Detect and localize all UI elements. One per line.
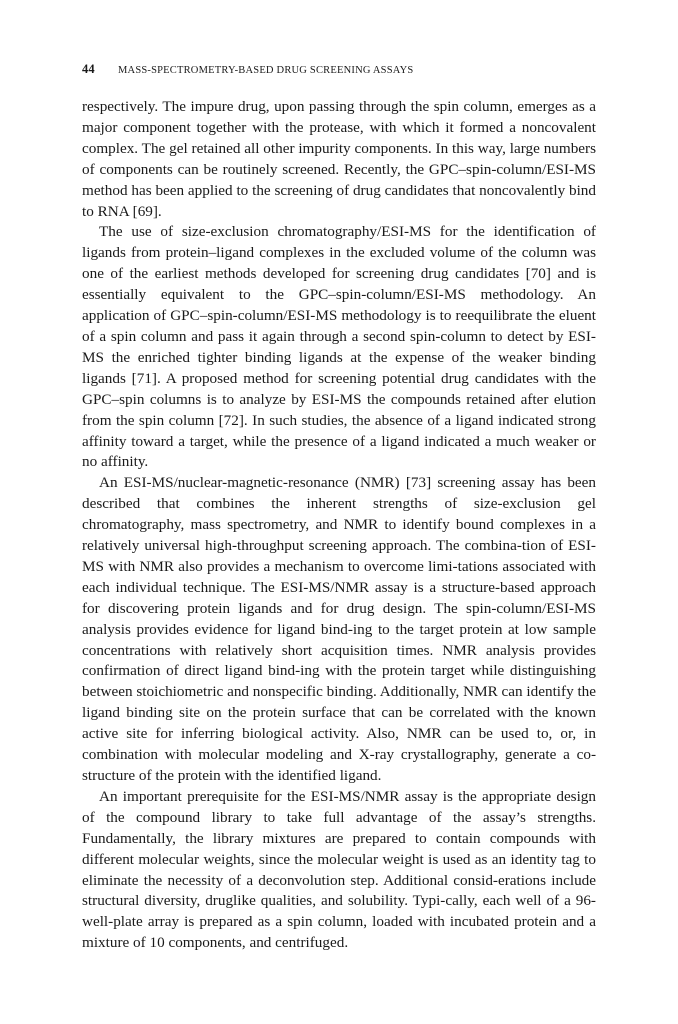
page-number: 44 (82, 62, 95, 76)
paragraph-continued: respectively. The impure drug, upon passing through the spin column, emerges as a major component together with the protease, with which it formed a noncovalent complex. The gel retained all other impurity components. In this way, large numbers of components can be routinely screened. Recently, the GPC–spin-column/ESI-MS method has been applied to the screening of drug candidates that noncovalently bind to RNA [69]. (82, 98, 596, 220)
running-title: MASS-SPECTROMETRY-BASED DRUG SCREENING ASSAYS (118, 65, 414, 76)
paragraph-size-exclusion: The use of size-exclusion chromatography/ESI-MS for the identification of ligands from protein–ligand complexes in the excluded volume of the column was one of the earliest methods developed for screening drug candidates [70] and is essentially equivalent to the GPC–spin-column/ESI-MS methodology. An application of GPC–spin-column/ESI-MS methodology is to reequilibrate the eluent of a spin column and pass it again through a second spin-column to detect by ESI-MS the enriched tighter binding ligands at the expense of the weaker binding ligands [71]. A proposed method for screening potential drug candidates with the GPC–spin columns is to analyze by ESI-MS the compounds retained after elution from the spin column [72]. In such studies, the absence of a ligand indicated strong affinity toward a target, while the presence of a ligand indicated a much weaker or no affinity. (82, 223, 596, 471)
paragraph-esi-ms-nmr: An ESI-MS/nuclear-magnetic-resonance (NMR) [73] screening assay has been described that combines the inherent strengths of size-exclusion gel chromatography, mass spectrometry, and NMR to identify bound complexes in a relatively universal high-throughput screening approach. The combina-tion of ESI-MS with NMR also provides a mechanism to overcome limi-tations associated with each individual technique. The ESI-MS/NMR assay is a structure-based approach for discovering protein ligands and for drug design. The spin-column/ESI-MS analysis provides evidence for ligand bind-ing to the target protein at low sample concentrations with relatively short acquisition times. NMR analysis provides confirmation of direct ligand bind-ing with the protein target while distinguishing between stoichiometric and nonspecific binding. Additionally, NMR can identify the ligand binding site on the protein surface that can be correlated with the known active site for inferring biological activity. Also, NMR can be used to, or, in combination with molecular modeling and X-ray crystallography, generate a co-structure of the protein with the identified ligand. (82, 474, 597, 784)
paragraph-library-design: An important prerequisite for the ESI-MS/NMR assay is the appropriate design of the compound library to take full advantage of the assay’s strengths. Fundamentally, the library mixtures are prepared to contain compounds with different molecular weights, since the molecular weight is used as an identity tag to eliminate the necessity of a deconvolution step. Additional consid-erations include structural diversity, druglike qualities, and solubility. Typi-cally, each well of a 96-well-plate array is prepared as a spin column, loaded with incubated protein and a mixture of 10 components, and centrifuged. (82, 787, 596, 952)
book-page (82, 62, 596, 954)
body-text (82, 97, 596, 954)
running-header (82, 62, 596, 77)
